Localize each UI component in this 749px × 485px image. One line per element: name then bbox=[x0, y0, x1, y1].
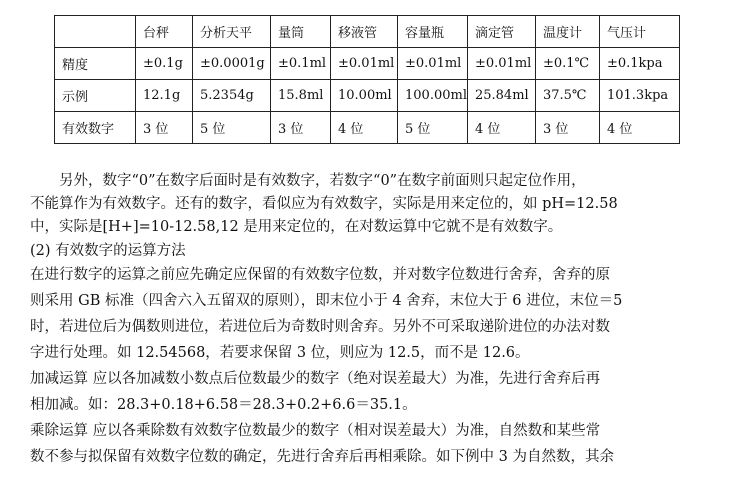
table-cell: 5 位 bbox=[398, 112, 468, 144]
table-row bbox=[55, 112, 680, 144]
header-cell: 移液管 bbox=[331, 16, 398, 48]
table-cell: ±0.1℃ bbox=[535, 48, 599, 80]
table-cell: ±0.0001g bbox=[193, 48, 271, 80]
table-row bbox=[55, 80, 680, 112]
table-cell: 5.2354g bbox=[193, 80, 271, 112]
table-cell: 4 位 bbox=[599, 112, 679, 144]
table-cell: 4 位 bbox=[467, 112, 535, 144]
table-header-row bbox=[55, 16, 680, 48]
header-cell: 容量瓶 bbox=[398, 16, 468, 48]
header-cell: 温度计 bbox=[535, 16, 599, 48]
text-line: 字进行处理。如 12.54568，若要求保留 3 位，则应为 12.5，而不是 12.6。 bbox=[30, 345, 530, 361]
text-line: 相加减。如：28.3+0.18+6.58＝28.3+0.2+6.6＝35.1。 bbox=[30, 397, 417, 413]
table-cell: 37.5℃ bbox=[535, 80, 599, 112]
section-heading: (2) 有效数字的运算方法 bbox=[30, 243, 186, 259]
table-cell: ±0.1ml bbox=[271, 48, 331, 80]
table-cell: 3 位 bbox=[271, 112, 331, 144]
table-cell: 15.8ml bbox=[271, 80, 331, 112]
text-line: 中，实际是[H+]=10-12.58,12 是用来定位的，在对数运算中它就不是有效数字。 bbox=[30, 219, 563, 235]
table-cell: 4 位 bbox=[331, 112, 398, 144]
header-cell bbox=[55, 16, 136, 48]
table-cell: 101.3kpa bbox=[599, 80, 679, 112]
table-cell: 25.84ml bbox=[467, 80, 535, 112]
text-line: 加减运算 应以各加减数小数点后位数最少的数字（绝对误差最大）为准，先进行舍弃后再 bbox=[30, 371, 601, 387]
table-cell: ±0.1kpa bbox=[599, 48, 679, 80]
table-cell: 5 位 bbox=[193, 112, 271, 144]
table-cell: ±0.01ml bbox=[331, 48, 398, 80]
header-cell: 分析天平 bbox=[193, 16, 271, 48]
text-line: 另外，数字“0”在数字后面时是有效数字，若数字“0”在数字前面则只起定位作用， bbox=[30, 173, 586, 189]
table-row bbox=[55, 48, 680, 80]
table-cell: 3 位 bbox=[136, 112, 193, 144]
row-label: 示例 bbox=[55, 80, 136, 112]
header-cell: 台秤 bbox=[136, 16, 193, 48]
text-line: 不能算作为有效数字。还有的数字，看似应为有效数字，实际是用来定位的，如 pH=12.58 bbox=[30, 196, 618, 212]
text-line: 时，若进位后为偶数则进位，若进位后为奇数时则舍弃。另外不可采取递阶进位的办法对数 bbox=[30, 319, 610, 335]
table-cell: ±0.1g bbox=[136, 48, 193, 80]
table-cell: 3 位 bbox=[535, 112, 599, 144]
header-cell: 气压计 bbox=[599, 16, 679, 48]
table-cell: ±0.01ml bbox=[467, 48, 535, 80]
instrument-precision-table bbox=[54, 15, 680, 144]
table-cell: 10.00ml bbox=[331, 80, 398, 112]
row-label: 有效数字 bbox=[55, 112, 136, 144]
row-label: 精度 bbox=[55, 48, 136, 80]
text-line: 在进行数字的运算之前应先确定应保留的有效数字位数，并对数字位数进行舍弃，舍弃的原 bbox=[30, 267, 610, 283]
header-cell: 量筒 bbox=[271, 16, 331, 48]
header-cell: 滴定管 bbox=[467, 16, 535, 48]
table-cell: 12.1g bbox=[136, 80, 193, 112]
text-line: 则采用 GB 标准（四舍六入五留双的原则），即末位小于 4 舍弃，末位大于 6 进位，末位＝5 bbox=[30, 293, 623, 309]
table-cell: ±0.01ml bbox=[398, 48, 468, 80]
text-line: 数不参与拟保留有效数字位数的确定，先进行舍弃后再相乘除。如下例中 3 为自然数，其余 bbox=[30, 449, 614, 465]
table-cell: 100.00ml bbox=[398, 80, 468, 112]
text-line: 乘除运算 应以各乘除数有效数字位数最少的数字（相对误差最大）为准，自然数和某些常 bbox=[30, 423, 601, 439]
